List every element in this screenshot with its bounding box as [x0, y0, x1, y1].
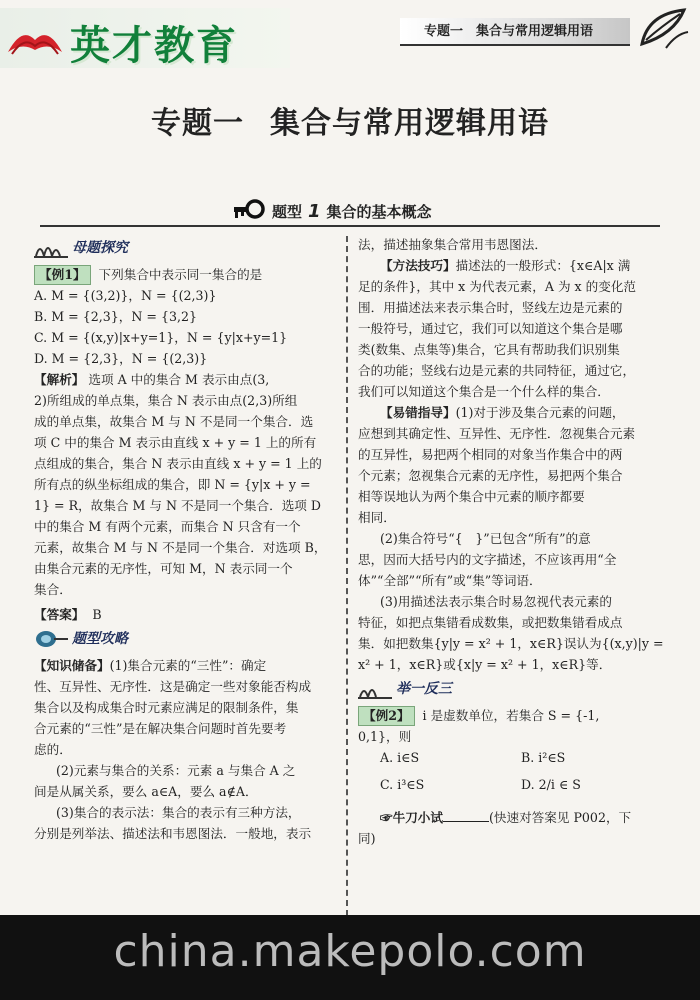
section-banner-strategy	[34, 627, 336, 651]
knowledge-line: 虑的．	[34, 742, 72, 757]
column-divider	[346, 236, 348, 916]
options-row	[358, 774, 662, 795]
badge-icon	[34, 629, 68, 649]
grass-icon	[358, 679, 392, 699]
error-line: 【易错指导】(1)对于涉及集合元素的问题，	[380, 405, 625, 420]
section-title: 举一反三	[396, 680, 452, 697]
topic-label	[272, 201, 432, 222]
knowledge-line: 集合以及构成集合时元素应满足的限制条件，集	[34, 700, 299, 715]
section-title: 题型攻略	[72, 630, 128, 647]
method-line: 【方法技巧】描述法的一般形式：{x∈A|x 满	[380, 258, 631, 273]
example-2-question: 【例2】 i 是虚数单位，若集合 S = {-1,	[358, 705, 662, 726]
option-d: D. M = {2,3}，N = {(2,3)}	[34, 351, 208, 366]
publisher-logo	[0, 8, 290, 68]
leaf-ornament-icon	[636, 4, 692, 50]
topic-heading	[232, 196, 432, 226]
topic-underline	[40, 225, 660, 227]
error3-line: (3)用描述法表示集合时易忽视代表元素的	[380, 594, 612, 609]
analysis-line: 成的单点集，故集合 M 与 N 不是同一个集合．选	[34, 414, 314, 429]
trial-label: ☞牛刀小试	[380, 810, 443, 825]
error-line: 的互异性，易把两个相同的对象当作集合中的两	[358, 447, 623, 462]
trial-line: 同)	[358, 831, 376, 846]
options-row	[358, 747, 662, 768]
option-a: A. i∈S	[380, 750, 420, 765]
item3-line: 分别是列举法、描述法和韦恩图法．一般地，表示	[34, 826, 312, 841]
error3-line: 特征，如把点集错看成数集，或把数集错看成点	[358, 615, 623, 630]
option-c: C. i³∈S	[380, 777, 425, 792]
page-title-part1: 专题一	[151, 106, 244, 141]
method-line: 一般符号，通过它，我们可以知道这个集合是哪	[358, 321, 623, 336]
question-text: 下列集合中表示同一集合的是	[98, 267, 263, 282]
item2-line: 间是从属关系，要么 a∈A，要么 a∉A．	[34, 784, 258, 799]
method-line: 合的功能；竖线右边是元素的共同特征，通过它，	[358, 363, 636, 378]
method-line: 我们可以知道这个集合是一个什么样的集合．	[358, 384, 610, 399]
analysis-line: 中的集合 M 有两个元素，而集合 N 只含有一个	[34, 519, 301, 534]
logo-text: 英才教育	[70, 23, 238, 69]
error3-line: x² + 1，x∈R}或{x|y = x² + 1，x∈R}等．	[358, 657, 612, 672]
topic-number: 1	[308, 200, 321, 222]
page-title	[0, 98, 700, 142]
right-column	[358, 234, 662, 849]
analysis-line: 2)所组成的单点集，集合 N 表示由点(2,3)所组	[34, 393, 298, 408]
knowledge-line: 【知识储备】(1)集合元素的“三性”：确定	[34, 658, 267, 673]
answer-line	[34, 604, 336, 625]
example-tag: 【例1】	[34, 265, 91, 285]
error3-line: 集．如把数集{y|y = x² + 1，x∈R}误认为{(x,y)|y =	[358, 636, 664, 651]
analysis-line: 元素，故集合 M 与 N 不是同一个集合．对选项 B，	[34, 540, 327, 555]
analysis-line: 集合．	[34, 582, 72, 597]
watermark-text: china.makepolo.com	[113, 926, 587, 977]
example-2-question: 0,1}，则	[358, 729, 412, 744]
option-b: B. M = {2,3}，N = {3,2}	[34, 309, 197, 324]
analysis-tag: 【解析】	[34, 372, 85, 387]
analysis-line: 所有点的纵坐标组成的集合，即 N = {y|x + y =	[34, 477, 311, 492]
knowledge-line: 合元素的“三性”是在解决集合问题时首先要考	[34, 721, 287, 736]
analysis-line: 由集合元素的无序性，可知 M，N 表示同一个	[34, 561, 293, 576]
error2-line: 思，因而大括号内的文字描述，不应该再用“全	[358, 552, 617, 567]
error-tag: 【易错指导】	[380, 405, 456, 420]
left-column	[34, 234, 336, 844]
trial-line: ☞牛刀小试 (快速对答案见 P002，下	[380, 810, 632, 825]
running-header-title: 专题一 集合与常用逻辑用语	[424, 24, 594, 39]
method-line: 类(数集、点集等)集合，它具有帮助我们识别集	[358, 342, 620, 357]
error-line: 相等误地认为两个集合中元素的顺序都要	[358, 489, 585, 504]
item2-line: (2)元素与集合的关系：元素 a 与集合 A 之	[56, 763, 296, 778]
section-title: 母题探究	[72, 239, 128, 256]
option-d: D. 2/i ∈ S	[521, 777, 581, 792]
continued-line: 法，描述抽象集合常用韦恩图法．	[358, 237, 547, 252]
example-tag: 【例2】	[358, 706, 415, 726]
method-tag: 【方法技巧】	[380, 258, 456, 273]
option-b: B. i²∈S	[521, 750, 566, 765]
topic-prefix: 题型	[272, 202, 303, 221]
section-banner-mother	[34, 236, 336, 260]
analysis-line: 【解析】 选项 A 中的集合 M 表示由点(3,	[34, 372, 270, 387]
answer-value: B	[92, 607, 102, 622]
knowledge-tag: 【知识储备】	[34, 658, 110, 673]
method-line: 足的条件}，其中 x 为代表元素，A 为 x 的变化范	[358, 279, 637, 294]
section-banner-practice	[358, 677, 662, 701]
example-1-question	[34, 264, 336, 285]
analysis-line: 1} = R，故集合 M 与 N 不是同一个集合．选项 D	[34, 498, 321, 513]
answer-tag: 【答案】	[34, 607, 85, 622]
item3-line: (3)集合的表示法：集合的表示有三种方法，	[56, 805, 301, 820]
analysis-line: 点组成的集合，集合 N 表示由直线 x + y = 1 上的	[34, 456, 322, 471]
knowledge-line: 性、互异性、无序性．这是确定一些对象能否构成	[34, 679, 312, 694]
option-a: A. M = {(3,2)}，N = {(2,3)}	[34, 288, 217, 303]
page-title-part2: 集合与常用逻辑用语	[270, 106, 549, 141]
analysis-line: 项 C 中的集合 M 表示由直线 x + y = 1 上的所有	[34, 435, 317, 450]
grass-icon	[34, 238, 68, 258]
key-icon	[232, 198, 266, 224]
error-line: 相同．	[358, 510, 396, 525]
error-line: 个元素；忽视集合元素的无序性，易把两个集合	[358, 468, 623, 483]
book-logo-icon	[6, 22, 64, 58]
option-c: C. M = {(x,y)|x+y=1}，N = {y|x+y=1}	[34, 330, 288, 345]
topic-name: 集合的基本概念	[326, 202, 432, 221]
answer-blank	[443, 809, 489, 822]
error-line: 应想到其确定性、互异性、无序性．忽视集合元素	[358, 426, 636, 441]
error2-line: 体”“全部”“所有”或“集”等词语．	[358, 573, 542, 588]
method-line: 围．用描述法来表示集合时，竖线左边是元素的	[358, 300, 623, 315]
error2-line: (2)集合符号“{ }”已包含“所有”的意	[380, 531, 591, 546]
